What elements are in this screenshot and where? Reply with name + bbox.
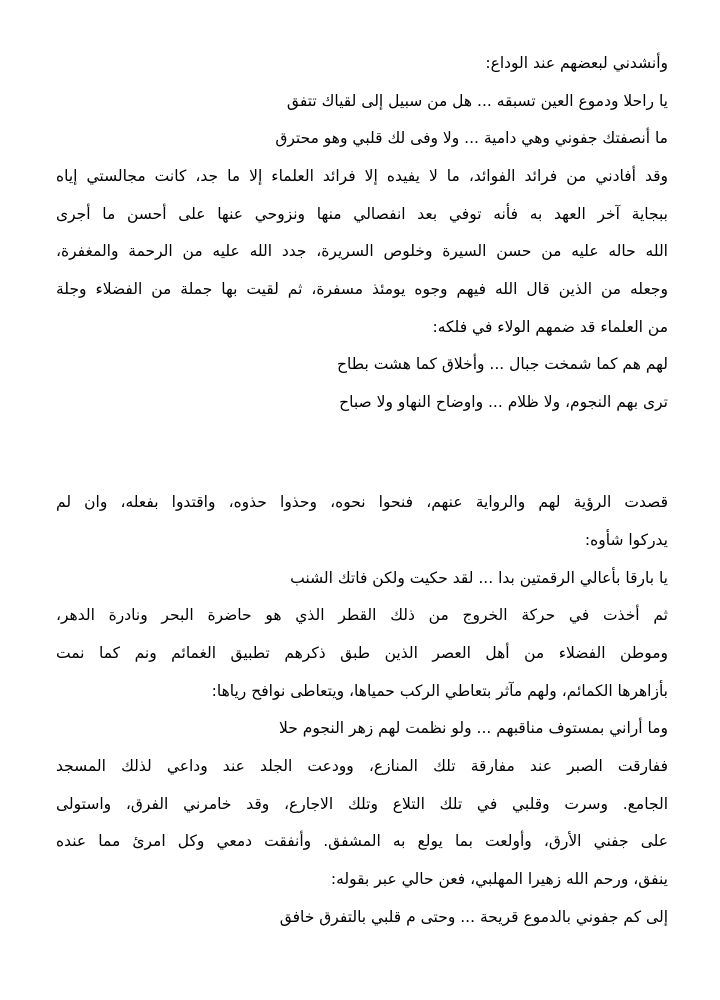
paragraph-line: ثم أخذت في حركة الخروج من ذلك القطر الذي هو حاضرة البحر ونادرة الدهر، <box>56 606 668 624</box>
paragraph-line: وموطن الفضلاء من أهل العصر الذين طبق ذكرهم تطبيق الغمائم ونم كما نمت <box>56 644 668 662</box>
paragraph-line: ببجاية آخر العهد به فأنه توفي بعد انفصالي منها ونزوحي عنها على أحسن ما أجرى <box>56 205 668 223</box>
paragraph-line: ينفق، ورحم الله زهيرا المهلبي، فعن حالي عبر بقوله: <box>330 870 668 888</box>
verse-line: يا راحلا ودموع العين تسبقه ... هل من سبيل إلى لقياك تتفق <box>286 92 668 110</box>
verse-line: ترى بهم النجوم، ولا ظلام ... واوضاح النهاو ولا صباح <box>339 393 668 411</box>
verse-line: لهم هم كما شمخت جبال ... وأخلاق كما هشت بطاح <box>337 355 668 373</box>
paragraph-line: قصدت الرؤية لهم والرواية عنهم، فنحوا نحوه، وحذوا حذوه، واقتدوا بفعله، وان لم <box>56 493 668 511</box>
paragraph-line: من العلماء قد ضمهم الولاء في فلكه: <box>432 318 668 336</box>
paragraph-line: الجامع. وسرت وقلبي في تلك التلاع وتلك الاجارع، وقد خامرني الفرق، واستولى <box>56 795 668 813</box>
verse-line: إلى كم جفوني بالدموع قريحة ... وحتى م قلبي بالتفرق خافق <box>279 908 668 926</box>
paragraph-line: ففارقت الصبر عند مفارقة تلك المنازع، وودعت الجلد عند وداعي لذلك المسجد <box>56 757 668 775</box>
paragraph-line: الله حاله عليه من حسن السيرة وخلوص السريرة، جدد الله عليه من الرحمة والمغفرة، <box>56 242 668 260</box>
verse-line: يا بارقا بأعالي الرقمتين بدا ... لقد حكيت ولكن فاتك الشنب <box>290 569 668 587</box>
verse-line: ما أنصفتك جفوني وهي دامية ... ولا وفى لك قلبي وهو محترق <box>275 129 668 147</box>
paragraph-line: بأزاهرها الكمائم، ولهم مآثر بتعاطي الركب حمياها، ويتعاطى نوافح رياها: <box>211 682 668 700</box>
paragraph-line: على جفني الأرق، وأولعت بما يولع به المشفق. وأنفقت دمعي وكل امرئ مما عنده <box>56 832 668 850</box>
verse-line: وما أراني بمستوف مناقبهم ... ولو نظمت لهم زهر النجوم حلا <box>279 719 668 737</box>
paragraph-line: وجعله من الذين قال الله فيهم وجوه يومئذ مسفرة، ثم لقيت بها جملة من الفضلاء وجلة <box>56 280 668 298</box>
paragraph-line: يدركوا شأوه: <box>584 531 668 549</box>
paragraph-line: وقد أفادني من فرائد الفوائد، ما لا يفيده إلا فرائد العلماء إلا ما جد، كانت مجالستي إياه <box>56 167 668 185</box>
text-line: وأنشدني لبعضهم عند الوداع: <box>485 54 668 72</box>
